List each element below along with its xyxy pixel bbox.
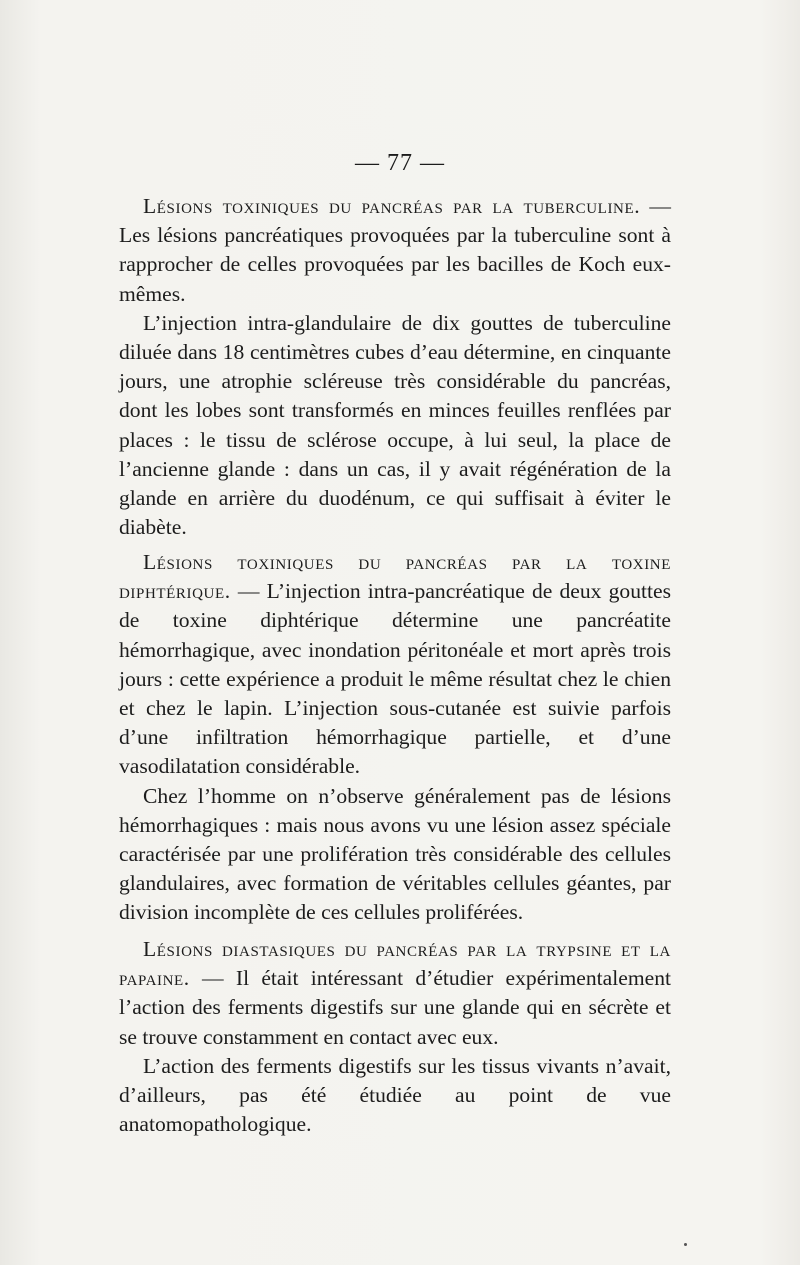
section-toxine-diphterique <box>119 548 671 928</box>
paragraph-text: Les lésions pancréatiques provoquées par la tuberculine sont à rapprocher de celles provoquées par les bacilles de Koch eux-mêmes. <box>119 223 671 306</box>
section-heading: Lésions diastasiques du pancréas par la trypsine et la papaine. <box>119 937 671 991</box>
section-heading: Lésions toxiniques du pancréas par la toxine diphtérique. <box>119 550 671 604</box>
heading-dash: — <box>640 194 671 218</box>
section-heading: Lésions toxiniques du pancréas par la tuberculine. <box>143 194 641 218</box>
heading-dash: — <box>189 966 236 991</box>
section-paragraph: Chez l’homme on n’observe généralement pas de lésions hémorrhagiques : mais nous avons vu une lésion assez spéciale caractérisée par une prolifération très considérable des cellules glandulaires, avec formation de véritables cellules géantes, par division incomplète de ces cellules proliférées. <box>119 783 671 925</box>
heading-dash: — <box>230 579 267 604</box>
section-tuberculine <box>119 192 671 542</box>
section-paragraph-lead <box>119 935 671 1052</box>
paragraph-text: L’injection intra-pancréatique de deux gouttes de toxine diphtérique détermine une pancréatite hémorrhagique, avec inondation péritonéale et mort après trois jours : cette expérience a produit le même résultat chez le chien et chez le lapin. L’injection sous-cutanée est suivie parfois d’une infiltration hémorrhagique partielle, et d’une vasodilatation considérable. <box>119 579 671 779</box>
section-paragraph-lead <box>119 548 671 782</box>
section-paragraph-lead <box>119 192 671 309</box>
section-paragraph: L’action des ferments digestifs sur les tissus vivants n’avait, d’ailleurs, pas été étudiée au point de vue anatomopathologique. <box>119 1053 671 1137</box>
page-number: — 77 — <box>355 150 445 176</box>
section-trypsine-papaine <box>119 935 671 1139</box>
section-paragraph: L’injection intra-glandulaire de dix gouttes de tuberculine diluée dans 18 centimètres cubes d’eau détermine, en cinquante jours, une atrophie scléreuse très considérable du pancréas, dont les lobes sont transformés en minces feuilles renflées par places : le tissu de sclérose occupe, à lui seul, la place de l’ancienne glande : dans un cas, il y avait régénération de la glande en arrière du duodénum, ce qui suffisait à éviter le diabète. <box>119 310 671 540</box>
ink-speck <box>684 1243 687 1246</box>
paragraph-text: Il était intéressant d’étudier expérimentalement l’action des ferments digestifs sur une glande qui en sécrète et se trouve constamment en contact avec eux. <box>119 966 671 1049</box>
